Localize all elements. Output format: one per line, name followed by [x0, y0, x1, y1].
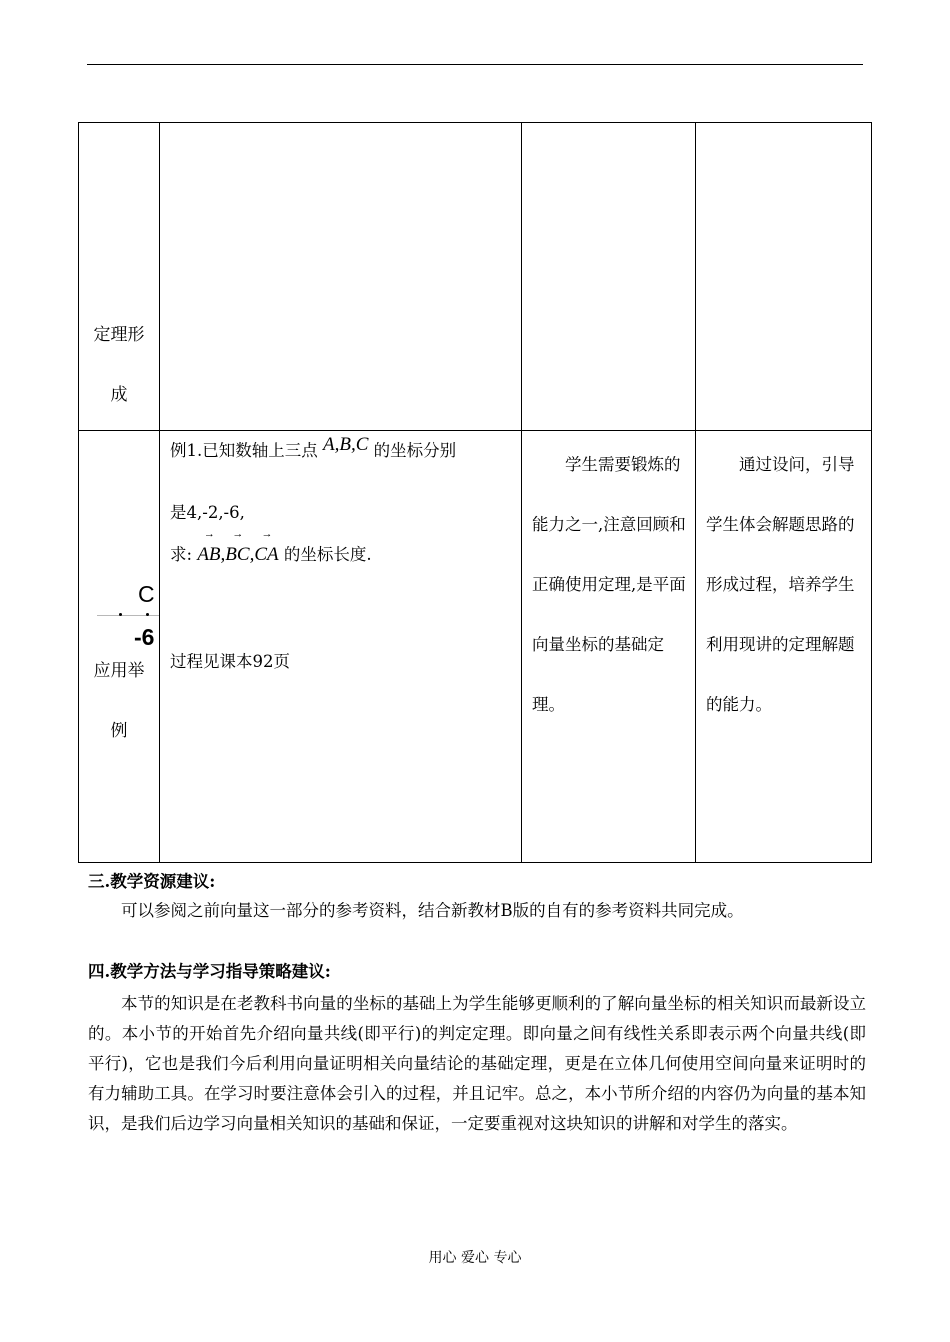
axis-line — [97, 615, 159, 616]
axis-point-label: C — [138, 581, 155, 607]
header-rule — [87, 64, 863, 65]
points-formula: A,B,C — [323, 434, 369, 455]
vector-bc: → BC — [225, 544, 249, 566]
vector-ab: → AB — [197, 544, 220, 566]
section-text-methods: 本节的知识是在老教科书向量的坐标的基础上为学生能够更顺利的了解向量坐标的相关知识而最新设立的。本小节的开始首先介绍向量共线(即平行)的判定定理。即向量之间有线性关系即表示两个向量共线(即平行)，它也是我们今后利用向量证明相关向量结论的基础定理，更是在立体几何使用空间向量来证明时的有力辅助工具。在学习时要注意体会引入的过程，并且记牢。总之，本小节所介绍的内容仍为向量的基本知识，是我们后边学习向量相关知识的基础和保证，一定要重视对这块知识的讲解和对学生的落实。 — [88, 994, 866, 1133]
page-footer: 用心 爱心 专心 — [428, 1250, 522, 1266]
example-note: 过程见课本92页 — [170, 652, 290, 671]
stage-label-cell — [79, 123, 160, 431]
stage-label-line1: 定理形 — [93, 325, 145, 345]
example-cell — [160, 431, 522, 863]
student-cell — [522, 123, 696, 431]
table-row-application — [79, 431, 872, 863]
stage-label-cell — [79, 431, 160, 863]
stage-label-line1: 应用举 — [93, 661, 145, 681]
example-line: 是4,-2,-6, — [170, 503, 245, 522]
number-axis-fragment — [97, 576, 159, 650]
intent-text: 通过设问，引导学生体会解题思路的形成过程，培养学生利用现讲的定理解题的能力。 — [706, 455, 855, 714]
vector-ca: → CA — [254, 544, 278, 566]
student-text: 学生需要锻炼的能力之一,注意回顾和正确使用定理,是平面向量坐标的基础定理。 — [532, 455, 686, 714]
example-line: 例1.已知数轴上三点 A,B,C 的坐标分别 — [170, 434, 457, 460]
student-cell — [522, 431, 696, 863]
intent-cell — [696, 123, 872, 431]
content-cell — [160, 123, 522, 431]
axis-coordinate-label: -6 — [134, 624, 155, 650]
intent-cell — [696, 431, 872, 863]
vector-formula: → AB,→ BC,→ CA — [197, 544, 278, 565]
lesson-table — [78, 122, 872, 863]
table-row-theorem — [79, 123, 872, 431]
axis-dot — [119, 613, 122, 616]
stage-label-line2: 成 — [110, 385, 128, 405]
section-heading-methods: 四.教学方法与学习指导策略建议: — [88, 962, 331, 981]
section-text-resources: 可以参阅之前向量这一部分的参考资料，结合新教材B版的自有的参考资料共同完成。 — [121, 901, 744, 920]
stage-label — [79, 305, 159, 425]
axis-dot — [146, 613, 149, 616]
stage-label — [79, 641, 159, 761]
example-line: 求: → AB,→ BC,→ CA 的坐标长度. — [170, 541, 372, 566]
section-heading-resources: 三.教学资源建议: — [88, 872, 216, 891]
stage-label-line2: 例 — [110, 721, 128, 741]
